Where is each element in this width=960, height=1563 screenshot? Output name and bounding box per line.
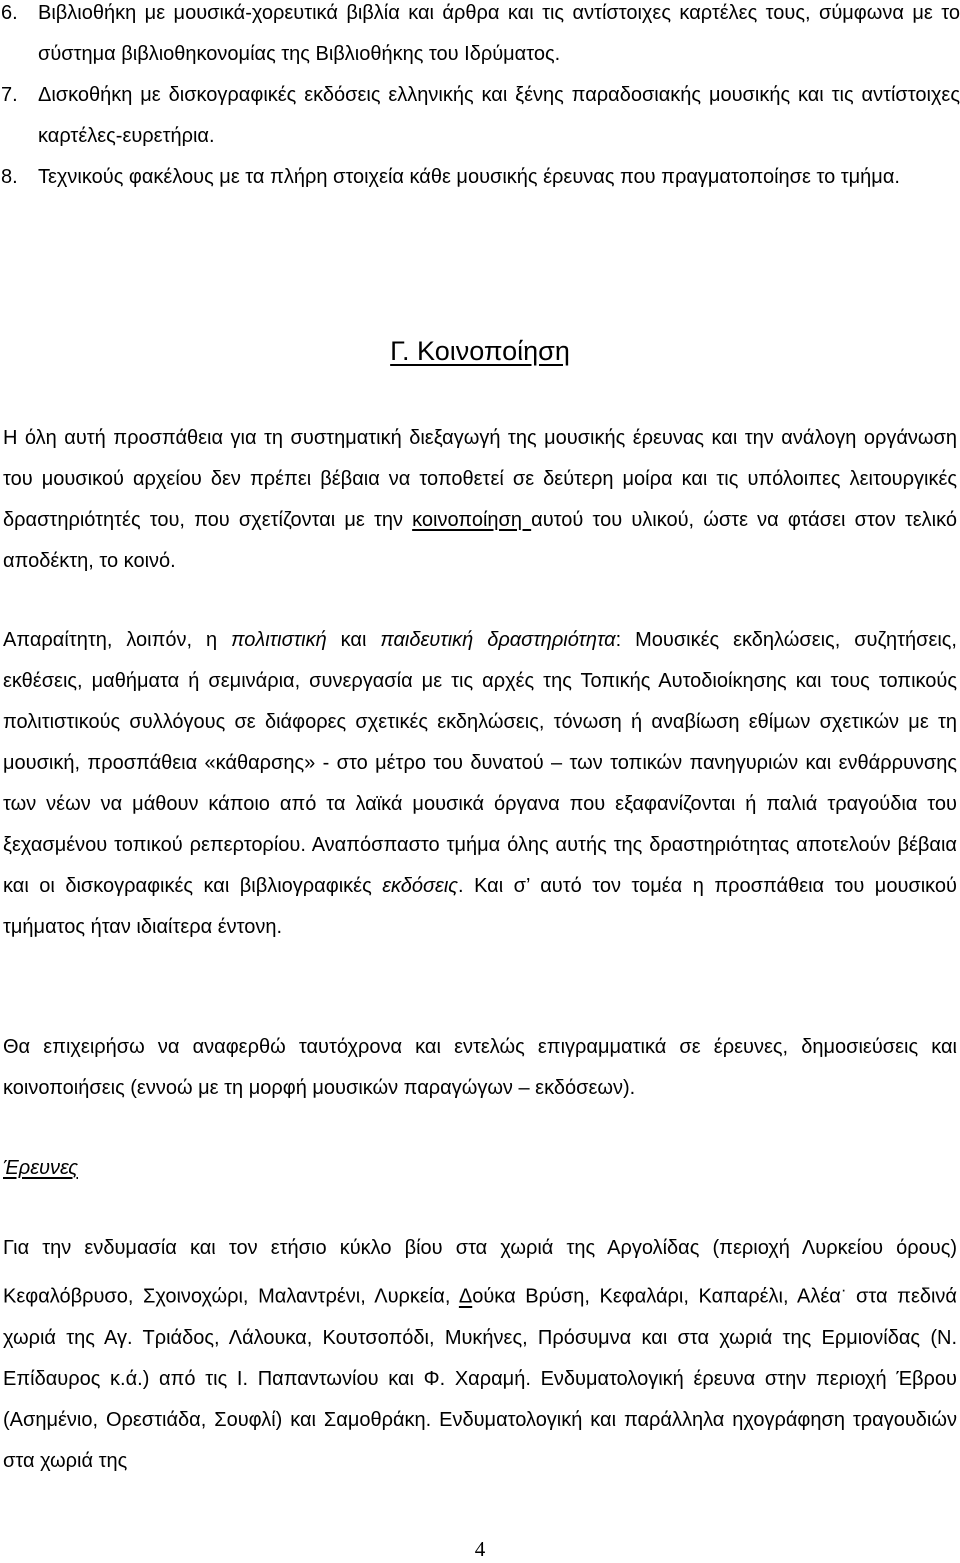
list-item-number: 6. <box>1 2 18 24</box>
paragraph-text: και <box>326 629 381 651</box>
section-heading <box>0 331 960 371</box>
paragraph-text: Για την ενδυμασία και τον ετήσιο κύκλο βίου στα χωριά της Αργολίδας (περιοχή Λυρκείου όρους) Κεφαλόβρυσο, Σχοινοχώρι, Μαλαντρένι, Λυρκεία, <box>3 1237 957 1308</box>
italic-term: εκδόσεις <box>382 875 459 897</box>
paragraph-text: στα πεδινά χωριά της Αγ. Τριάδος, Λάλουκα, Κουτσοπόδι, Μυκήνες, Πρόσυμνα και στα χωριά της Ερμιονίδας (Ν. Επίδαυρος κ.ά.) από τις Ι. Παπαντωνίου και Φ. Χαραμή. Ενδυματολογική έρευνα στην περιοχή Έβρου (Ασημένιο, Ορεστιάδα, Σουφλί) και Σαμοθράκη. Ενδυματολογική και παράλληλα ηχογράφηση τραγουδιών στα χωριά της <box>3 1285 957 1472</box>
paragraph-intro-research: Θα επιχειρήσω να αναφερθώ ταυτόχρονα και εντελώς επιγραμματικά σε έρευνες, δημοσιεύσεις και κοινοποιήσεις (εννοώ με τη μορφή μουσικών παραγώγων – εκδόσεων). <box>3 1036 957 1099</box>
underlined-letter: Δ <box>458 1285 473 1308</box>
italic-term: παιδευτική δραστηριότητα <box>380 629 616 651</box>
subheading-research: Έρευνες <box>3 1157 78 1179</box>
paragraph-koinopoiisi <box>3 418 957 582</box>
numbered-list <box>0 0 960 198</box>
section-heading-label: Γ. Κοινοποίηση <box>390 336 570 366</box>
underlined-term: κοινοποίηση <box>412 509 532 531</box>
list-item <box>0 75 960 157</box>
superscript-mark: · <box>840 1280 847 1299</box>
paragraph-text: Η όλη αυτή προσπάθεια για τη συστηματική διεξαγωγή της μουσικής έρευνας και την ανάλογη οργάνωση του μουσικού αρχείου δεν πρέπει βέβαια να τοποθετεί σε δεύτερη μοίρα και τις υπόλοιπες λειτουργικές δραστηριότητές του, που σχετίζονται με την <box>3 427 957 531</box>
list-item-text: Τεχνικούς φακέλους με τα πλήρη στοιχεία κάθε μουσικής έρευνας που πραγματοποίησε το τμήμα. <box>38 166 900 188</box>
paragraph-text: αυτού του υλικού, ώστε να φτάσει στον τελικό αποδέκτη, το κοινό. <box>3 509 957 572</box>
list-item-text: Δισκοθήκη με δισκογραφικές εκδόσεις ελληνικής και ξένης παραδοσιακής μουσικής και τις αντίστοιχες καρτέλες-ευρετήρια. <box>38 84 960 147</box>
page-number: 4 <box>474 1537 486 1561</box>
paragraph-text: . Και σ’ αυτό τον τομέα η προσπάθεια του μουσικού τμήματος ήταν ιδιαίτερα έντονη. <box>3 875 957 938</box>
paragraph-activities <box>3 620 957 948</box>
list-item-number: 8. <box>1 166 18 188</box>
list-item-number: 7. <box>1 84 18 106</box>
italic-term: πολιτιστική <box>231 629 327 651</box>
paragraph-text: Απαραίτητη, λοιπόν, η <box>3 629 232 651</box>
list-item-text: Βιβλιοθήκη με μουσικά-χορευτικά βιβλία και άρθρα και τις αντίστοιχες καρτέλες τους, σύμφωνα με το σύστημα βιβλιοθηκονομίας της Βιβλιοθήκης του Ιδρύματος. <box>38 2 960 65</box>
paragraph-text: ούκα Βρύση, Κεφαλάρι, Καπαρέλι, Αλέα <box>472 1285 841 1308</box>
list-item <box>0 0 960 75</box>
paragraph-research <box>3 1228 957 1482</box>
list-item <box>0 157 960 198</box>
paragraph-text: : Μουσικές εκδηλώσεις, συζητήσεις, εκθέσεις, μαθήματα ή σεμινάρια, συνεργασία με τις αρχές της Τοπικής Αυτοδιοίκησης και τους τοπικούς πολιτιστικούς συλλόγους σε διάφορες σχετικές εκδηλώσεις, τόνωση ή αναβίωση εθίμων σχετικών με τη μουσική, προσπάθεια «κάθαρσης» - στο μέτρο του δυνατού – των τοπικών πανηγυριών και ενθάρρυνσης των νέων να μάθουν κάποιο από τα λαϊκά μουσικά όργανα που εξαφανίζονται ή παλιά τραγούδια του ξεχασμένου τοπικού ρεπερτορίου. Αναπόσπαστο τμήμα όλης αυτής της δραστηριότητας αποτελούν βέβαια και οι δισκογραφικές και βιβλιογραφικές <box>3 629 957 897</box>
